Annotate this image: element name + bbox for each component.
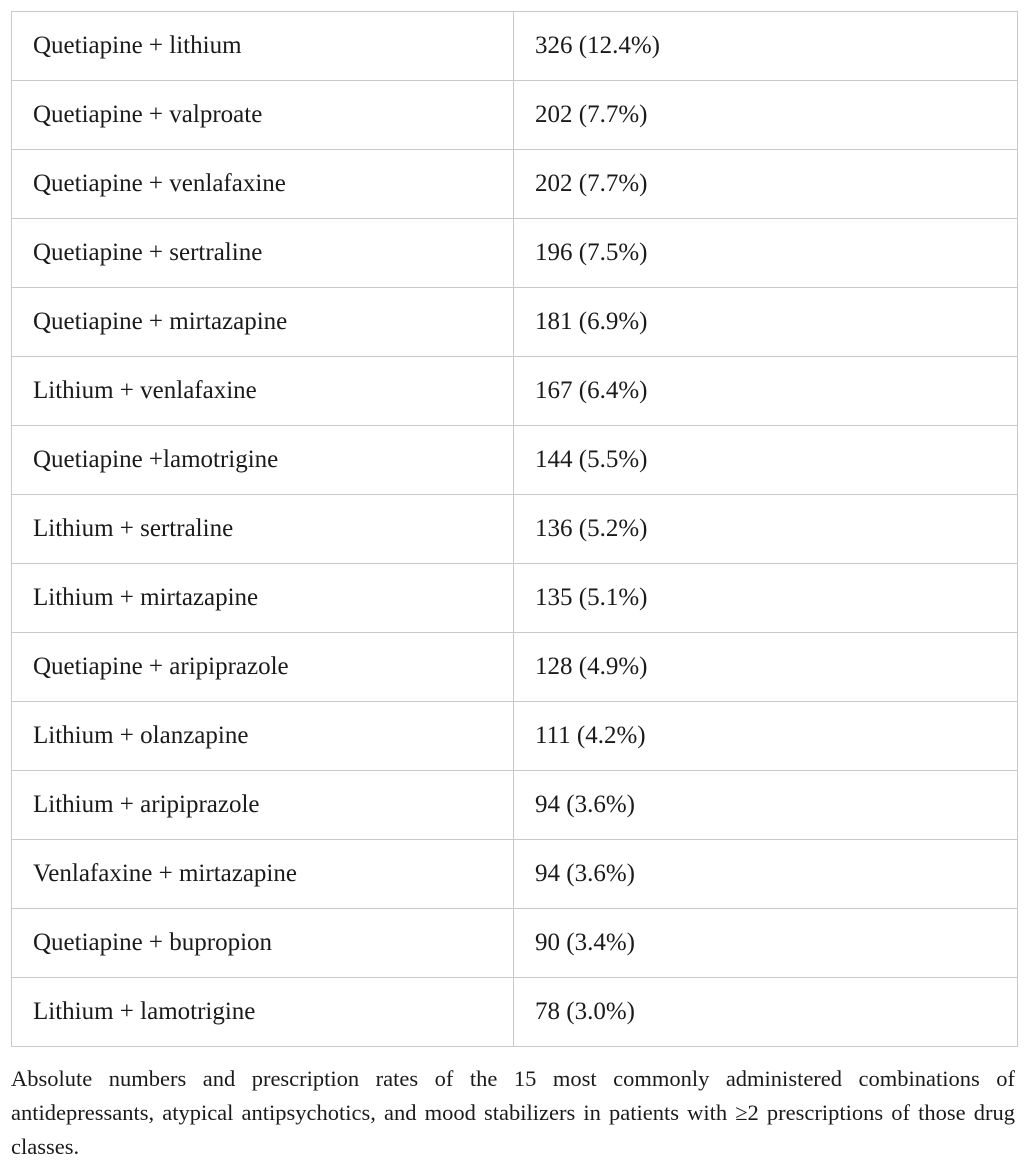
count-cell: 135 (5.1%) (514, 564, 1018, 633)
table-row (12, 633, 1018, 702)
combination-cell: Quetiapine + aripiprazole (12, 633, 514, 702)
count-cell: 90 (3.4%) (514, 909, 1018, 978)
combination-cell: Lithium + lamotrigine (12, 978, 514, 1047)
combination-cell: Lithium + mirtazapine (12, 564, 514, 633)
combination-cell: Lithium + sertraline (12, 495, 514, 564)
count-cell: 196 (7.5%) (514, 219, 1018, 288)
combination-cell: Quetiapine +lamotrigine (12, 426, 514, 495)
combination-cell: Venlafaxine + mirtazapine (12, 840, 514, 909)
count-cell: 167 (6.4%) (514, 357, 1018, 426)
count-cell: 128 (4.9%) (514, 633, 1018, 702)
count-cell: 202 (7.7%) (514, 81, 1018, 150)
table-row (12, 564, 1018, 633)
table-row (12, 81, 1018, 150)
table-row (12, 495, 1018, 564)
combination-table (11, 11, 1018, 1047)
combination-cell: Quetiapine + sertraline (12, 219, 514, 288)
table-row (12, 840, 1018, 909)
combination-cell: Quetiapine + valproate (12, 81, 514, 150)
combination-cell: Quetiapine + venlafaxine (12, 150, 514, 219)
table-row (12, 909, 1018, 978)
combination-cell: Quetiapine + lithium (12, 12, 514, 81)
count-cell: 94 (3.6%) (514, 771, 1018, 840)
count-cell: 181 (6.9%) (514, 288, 1018, 357)
table-row (12, 357, 1018, 426)
table-row (12, 219, 1018, 288)
count-cell: 136 (5.2%) (514, 495, 1018, 564)
combination-table-wrapper (11, 11, 1015, 1047)
count-cell: 111 (4.2%) (514, 702, 1018, 771)
count-cell: 144 (5.5%) (514, 426, 1018, 495)
table-row (12, 426, 1018, 495)
table-row (12, 978, 1018, 1047)
count-cell: 202 (7.7%) (514, 150, 1018, 219)
table-caption: Absolute numbers and prescription rates of the 15 most commonly administered combinations of antidepressants, atypical antipsychotics, and mood stabilizers in patients with ≥2 prescriptions of those drug classes. (11, 1066, 1015, 1159)
combination-cell: Lithium + olanzapine (12, 702, 514, 771)
count-cell: 94 (3.6%) (514, 840, 1018, 909)
table-row (12, 771, 1018, 840)
combination-cell: Quetiapine + mirtazapine (12, 288, 514, 357)
table-row (12, 288, 1018, 357)
combination-cell: Quetiapine + bupropion (12, 909, 514, 978)
table-row (12, 12, 1018, 81)
count-cell: 78 (3.0%) (514, 978, 1018, 1047)
table-row (12, 150, 1018, 219)
combination-cell: Lithium + aripiprazole (12, 771, 514, 840)
combination-cell: Lithium + venlafaxine (12, 357, 514, 426)
count-cell: 326 (12.4%) (514, 12, 1018, 81)
table-row (12, 702, 1018, 771)
